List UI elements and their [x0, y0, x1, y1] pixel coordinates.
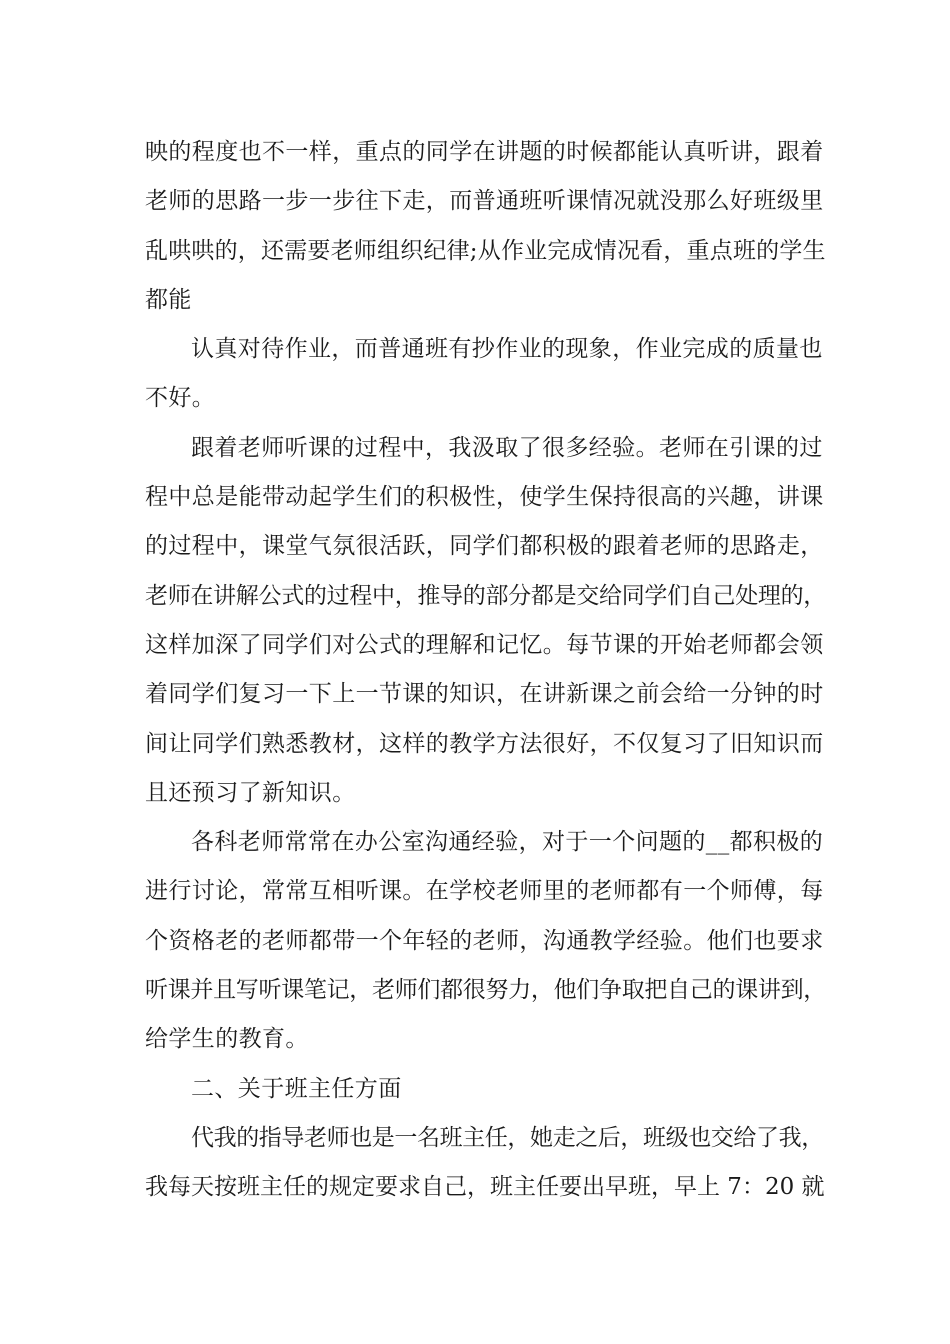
text-line: 跟着老师听课的过程中，我汲取了很多经验。老师在引课的过 — [191, 434, 823, 461]
text-line: 这样加深了同学们对公式的理解和记忆。每节课的开始老师都会领 — [145, 631, 824, 658]
text-line: 代我的指导老师也是一名班主任，她走之后，班级也交给了我， — [191, 1124, 824, 1151]
text-line: 老师在讲解公式的过程中，推导的部分都是交给同学们自己处理的， — [145, 582, 827, 609]
document-body — [145, 128, 825, 1213]
section-heading: 二、关于班主任方面 — [191, 1075, 402, 1102]
text-line: 程中总是能带动起学生们的积极性，使学生保持很高的兴趣，讲课 — [145, 484, 824, 511]
text-line: 认真对待作业，而普通班有抄作业的现象，作业完成的质量也 — [191, 336, 823, 363]
text-line: 都能 — [145, 286, 192, 313]
text-line: 间让同学们熟悉教材，这样的教学方法很好，不仅复习了旧知识而 — [145, 730, 824, 757]
text-line: 各科老师常常在办公室沟通经验，对于一个问题的__都积极的 — [191, 829, 824, 856]
text-line: 个资格老的老师都带一个年轻的老师，沟通教学经验。他们也要求 — [145, 927, 824, 954]
text-line: 给学生的教育。 — [145, 1026, 309, 1053]
text-line: 且还预习了新知识。 — [145, 779, 356, 806]
text-line: 听课并且写听课笔记，老师们都很努力，他们争取把自己的课讲到， — [145, 977, 827, 1004]
text-line: 乱哄哄的，还需要老师组织纪律;从作业完成情况看，重点班的学生 — [145, 237, 826, 264]
text-line: 老师的思路一步一步往下走，而普通班听课情况就没那么好班级里 — [145, 188, 824, 215]
text-line: 我每天按班主任的规定要求自己，班主任要出早班，早上 7：20 就 — [145, 1174, 825, 1201]
text-line: 着同学们复习一下上一节课的知识，在讲新课之前会给一分钟的时 — [145, 681, 824, 708]
text-line: 不好。 — [145, 385, 216, 412]
text-line: 映的程度也不一样，重点的同学在讲题的时候都能认真听讲，跟着 — [145, 139, 824, 165]
text-line: 的过程中，课堂气氛很活跃，同学们都积极的跟着老师的思路走， — [145, 533, 824, 560]
text-line: 进行讨论，常常互相听课。在学校老师里的老师都有一个师傅，每 — [145, 878, 824, 905]
